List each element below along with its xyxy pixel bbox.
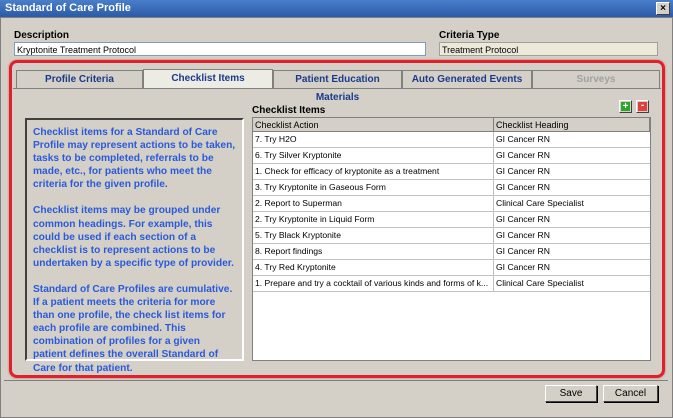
table-row[interactable] (253, 228, 650, 244)
table-row[interactable] (253, 260, 650, 276)
description-label: Description (14, 30, 70, 41)
info-panel (25, 118, 244, 374)
title-bar (0, 0, 673, 17)
cell-action: 1. Check for efficacy of kryptonite as a treatment (253, 164, 494, 179)
checklist-table[interactable] (252, 117, 651, 361)
cell-heading: GI Cancer RN (496, 182, 550, 192)
cancel-button[interactable]: Cancel (603, 385, 658, 402)
column-header-heading[interactable]: Checklist Heading (494, 118, 650, 132)
tab-patient-education[interactable]: Patient Education Materials (273, 70, 402, 88)
close-icon[interactable]: × (656, 2, 670, 15)
table-row[interactable] (253, 212, 650, 228)
footer-divider (4, 380, 668, 381)
tab-auto-generated-events[interactable]: Auto Generated Events (402, 70, 532, 88)
column-header-action[interactable]: Checklist Action (253, 118, 494, 132)
save-button[interactable]: Save (545, 385, 597, 402)
plus-icon: + (622, 101, 629, 112)
table-row[interactable] (253, 148, 650, 164)
cell-action: 1. Prepare and try a cocktail of various kinds and forms of k... (253, 276, 494, 291)
cell-action: 7. Try H2O (253, 132, 494, 147)
cell-heading: GI Cancer RN (496, 246, 550, 256)
description-field[interactable]: Kryptonite Treatment Protocol (14, 42, 426, 56)
cell-action: 5. Try Black Kryptonite (253, 228, 494, 243)
table-row[interactable] (253, 196, 650, 212)
cell-action: 2. Report to Superman (253, 196, 494, 211)
info-paragraph: Checklist items may be grouped under common headings. For example, this could be used if each section of a checklist is to represent actions to be undertaken by a specific type of provider. (33, 205, 234, 269)
cell-heading: GI Cancer RN (496, 262, 550, 272)
cell-action: 2. Try Kryptonite in Liquid Form (253, 212, 494, 227)
minus-icon: - (638, 102, 647, 111)
criteria-type-label: Criteria Type (439, 30, 500, 41)
cell-heading: Clinical Care Specialist (496, 278, 584, 288)
criteria-type-field: Treatment Protocol (439, 42, 658, 56)
cell-heading: GI Cancer RN (496, 214, 550, 224)
cell-heading: Clinical Care Specialist (496, 198, 584, 208)
cell-action: 3. Try Kryptonite in Gaseous Form (253, 180, 494, 195)
table-row[interactable] (253, 164, 650, 180)
cell-heading: GI Cancer RN (496, 166, 550, 176)
cell-heading: GI Cancer RN (496, 150, 550, 160)
cell-heading: GI Cancer RN (496, 134, 550, 144)
add-item-button[interactable] (619, 100, 632, 113)
checklist-title: Checklist Items (252, 105, 326, 116)
remove-item-button[interactable] (636, 100, 649, 113)
table-row[interactable] (253, 276, 650, 292)
cell-action: 4. Try Red Kryptonite (253, 260, 494, 275)
window-title: Standard of Care Profile (5, 2, 131, 14)
table-row[interactable] (253, 244, 650, 260)
tab-surveys: Surveys (532, 70, 660, 88)
table-row[interactable] (253, 180, 650, 196)
table-row[interactable] (253, 132, 650, 148)
info-paragraph: Standard of Care Profiles are cumulative. If a patient meets the criteria for more than one profile, the check list items for each profile are combined. This combination of profiles for a given patient defines the overall Standard of Care for that patient. (33, 283, 233, 374)
info-paragraph: Checklist items for a Standard of Care Profile may represent actions to be taken, tasks to be completed, referrals to be made, etc., for patients who meet the criteria for the given profile. (33, 127, 236, 191)
cell-action: 6. Try Silver Kryptonite (253, 148, 494, 163)
cell-heading: GI Cancer RN (496, 230, 550, 240)
tab-panel-border (13, 88, 661, 89)
cell-action: 8. Report findings (253, 244, 494, 259)
tab-profile-criteria[interactable]: Profile Criteria (16, 70, 143, 88)
tab-checklist-items[interactable]: Checklist Items (143, 69, 273, 89)
